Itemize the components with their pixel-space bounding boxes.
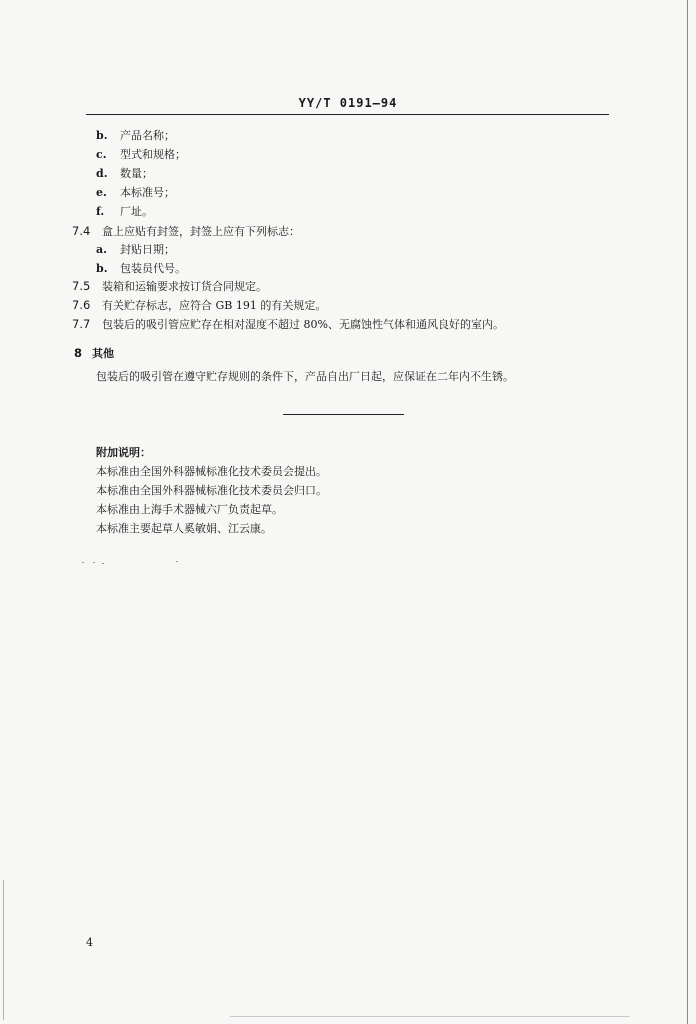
list-item-e: e. 本标准号； [96,186,175,199]
clause-7-4-item-b: b. 包装员代号。 [96,262,186,275]
scan-edge-right [687,0,688,1024]
section-8-heading: 8 其他 [74,346,114,360]
note-line: 本标准主要起草人奚敏娟、江云康。 [96,522,272,535]
section-8-paragraph: 包装后的吸引管在遵守贮存规则的条件下，产品自出厂日起，应保证在二年内不生锈。 [96,370,514,383]
page-number: 4 [86,936,93,949]
additional-notes-heading: 附加说明： [96,446,151,459]
standard-code-header: YY/T 0191—94 [298,96,398,110]
section-divider [283,414,404,415]
note-line: 本标准由全国外科器械标准化技术委员会归口。 [96,484,327,497]
scan-speck [176,561,178,562]
clause-7-6: 7.6 有关贮存标志，应符合 GB 191 的有关规定。 [72,298,327,312]
note-line: 本标准由全国外科器械标准化技术委员会提出。 [96,465,327,478]
clause-7-4: 7.4 盒上应贴有封签，封签上应有下列标志： [72,224,300,238]
scan-speck [82,562,84,563]
list-item-c: c. 型式和规格； [96,148,186,161]
clause-7-5: 7.5 装箱和运输要求按订货合同规定。 [72,279,267,293]
note-line: 本标准由上海手术器械六厂负责起草。 [96,503,283,516]
scan-edge-left [3,880,4,1020]
clause-7-4-item-a: a. 封贴日期； [96,243,175,256]
list-item-f: f. 厂址。 [96,205,153,218]
header-rule [86,114,609,115]
clause-7-7: 7.7 包装后的吸引管应贮存在相对湿度不超过 80%、无腐蚀性气体和通风良好的室内。 [72,317,504,331]
scan-speck [93,562,95,563]
scan-bottom-dust [230,1016,630,1017]
list-item-b: b. 产品名称； [96,129,175,142]
list-item-d: d. 数量； [96,167,153,180]
scan-speck [102,563,104,564]
